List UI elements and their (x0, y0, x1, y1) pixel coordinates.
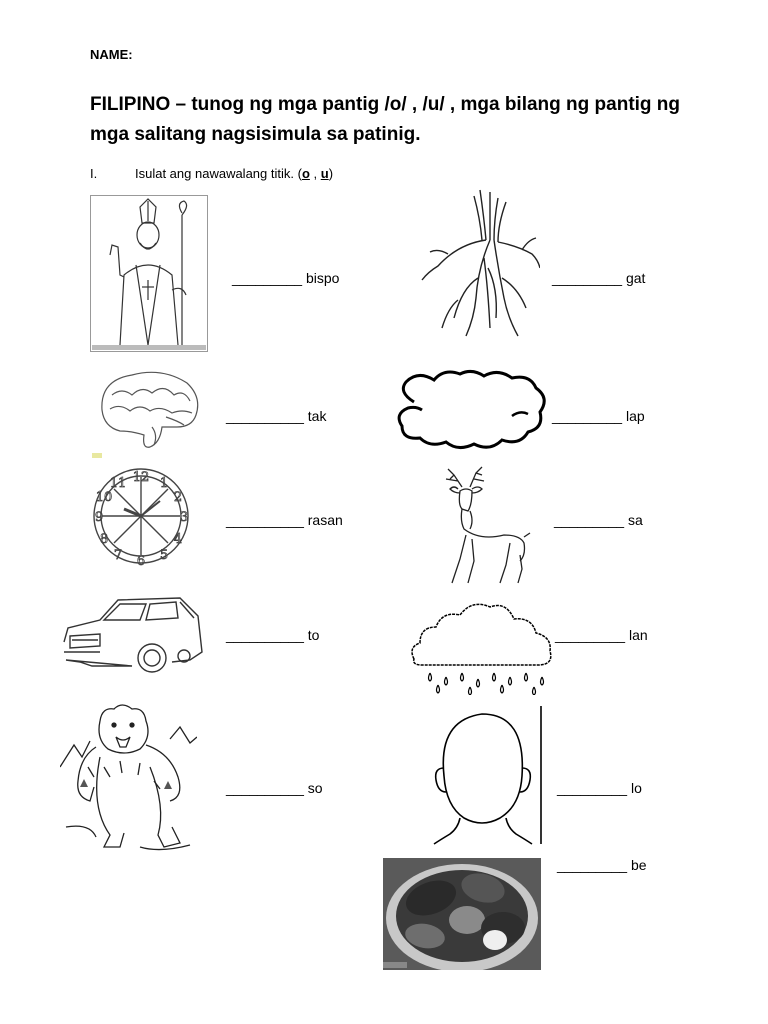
blank-line[interactable]: _________ (554, 512, 625, 528)
svg-text:8: 8 (99, 532, 109, 547)
bishop-picture (90, 195, 208, 352)
svg-text:9: 9 (94, 510, 104, 525)
word-suffix: tak (307, 408, 327, 424)
cloud-picture (394, 368, 548, 452)
instruction-text (135, 166, 333, 181)
clock-picture (90, 465, 192, 567)
bear-picture (60, 697, 197, 859)
blank-line[interactable]: _________ (232, 270, 303, 286)
blank-line[interactable]: __________ (226, 512, 304, 528)
roots-picture (418, 188, 540, 338)
worksheet-title-line1: FILIPINO – tunog ng mga pantig /o/ , /u/ , mga bilang ng pantig ng (90, 94, 681, 115)
word-suffix: lap (625, 408, 645, 424)
svg-text:6: 6 (136, 554, 146, 567)
word-suffix: rasan (307, 512, 343, 528)
word-suffix: lo (630, 780, 642, 796)
name-label: NAME: (90, 47, 133, 62)
blank-line[interactable]: __________ (226, 780, 304, 796)
svg-text:5: 5 (159, 548, 169, 563)
answer-line-6[interactable] (552, 270, 645, 286)
blank-line[interactable]: _________ (557, 857, 628, 873)
blank-line[interactable]: _________ (552, 408, 623, 424)
word-suffix: to (307, 627, 320, 643)
instruction-close: ) (328, 166, 334, 181)
svg-text:12: 12 (132, 470, 150, 485)
yam-photo (383, 858, 541, 970)
word-suffix: bispo (305, 270, 340, 286)
svg-text:3: 3 (179, 510, 189, 525)
blank-line[interactable]: _________ (555, 627, 626, 643)
answer-line-5[interactable] (226, 780, 323, 796)
section-number: I. (90, 166, 98, 181)
option-u: u (320, 166, 329, 181)
svg-text:1: 1 (159, 476, 169, 491)
blank-line[interactable]: _________ (557, 780, 628, 796)
head-picture (430, 706, 546, 846)
brain-picture (92, 365, 204, 460)
answer-line-3[interactable] (226, 512, 343, 528)
answer-line-9[interactable] (555, 627, 648, 643)
word-suffix: be (630, 857, 647, 873)
word-suffix: so (307, 780, 323, 796)
svg-text:10: 10 (95, 490, 113, 505)
instruction-main: Isulat ang nawawalang titik. ( (135, 166, 302, 181)
word-suffix: lan (628, 627, 648, 643)
deer-picture (440, 465, 532, 587)
blank-line[interactable]: __________ (226, 408, 304, 424)
answer-line-1[interactable] (232, 270, 339, 286)
option-o: o (301, 166, 310, 181)
answer-line-4[interactable] (226, 627, 319, 643)
rain-cloud-picture (408, 597, 556, 695)
answer-line-11[interactable] (557, 857, 647, 873)
svg-text:7: 7 (113, 548, 123, 563)
svg-text:11: 11 (109, 476, 127, 491)
svg-text:4: 4 (173, 532, 183, 547)
svg-text:2: 2 (173, 490, 183, 505)
option-separator: , (309, 166, 321, 181)
answer-line-8[interactable] (554, 512, 643, 528)
answer-line-7[interactable] (552, 408, 645, 424)
blank-line[interactable]: __________ (226, 627, 304, 643)
word-suffix: sa (627, 512, 643, 528)
blank-line[interactable]: _________ (552, 270, 623, 286)
word-suffix: gat (625, 270, 646, 286)
answer-line-10[interactable] (557, 780, 642, 796)
answer-line-2[interactable] (226, 408, 326, 424)
car-picture (60, 590, 205, 678)
worksheet-title-line2: mga salitang nagsisimula sa patinig. (90, 124, 421, 145)
